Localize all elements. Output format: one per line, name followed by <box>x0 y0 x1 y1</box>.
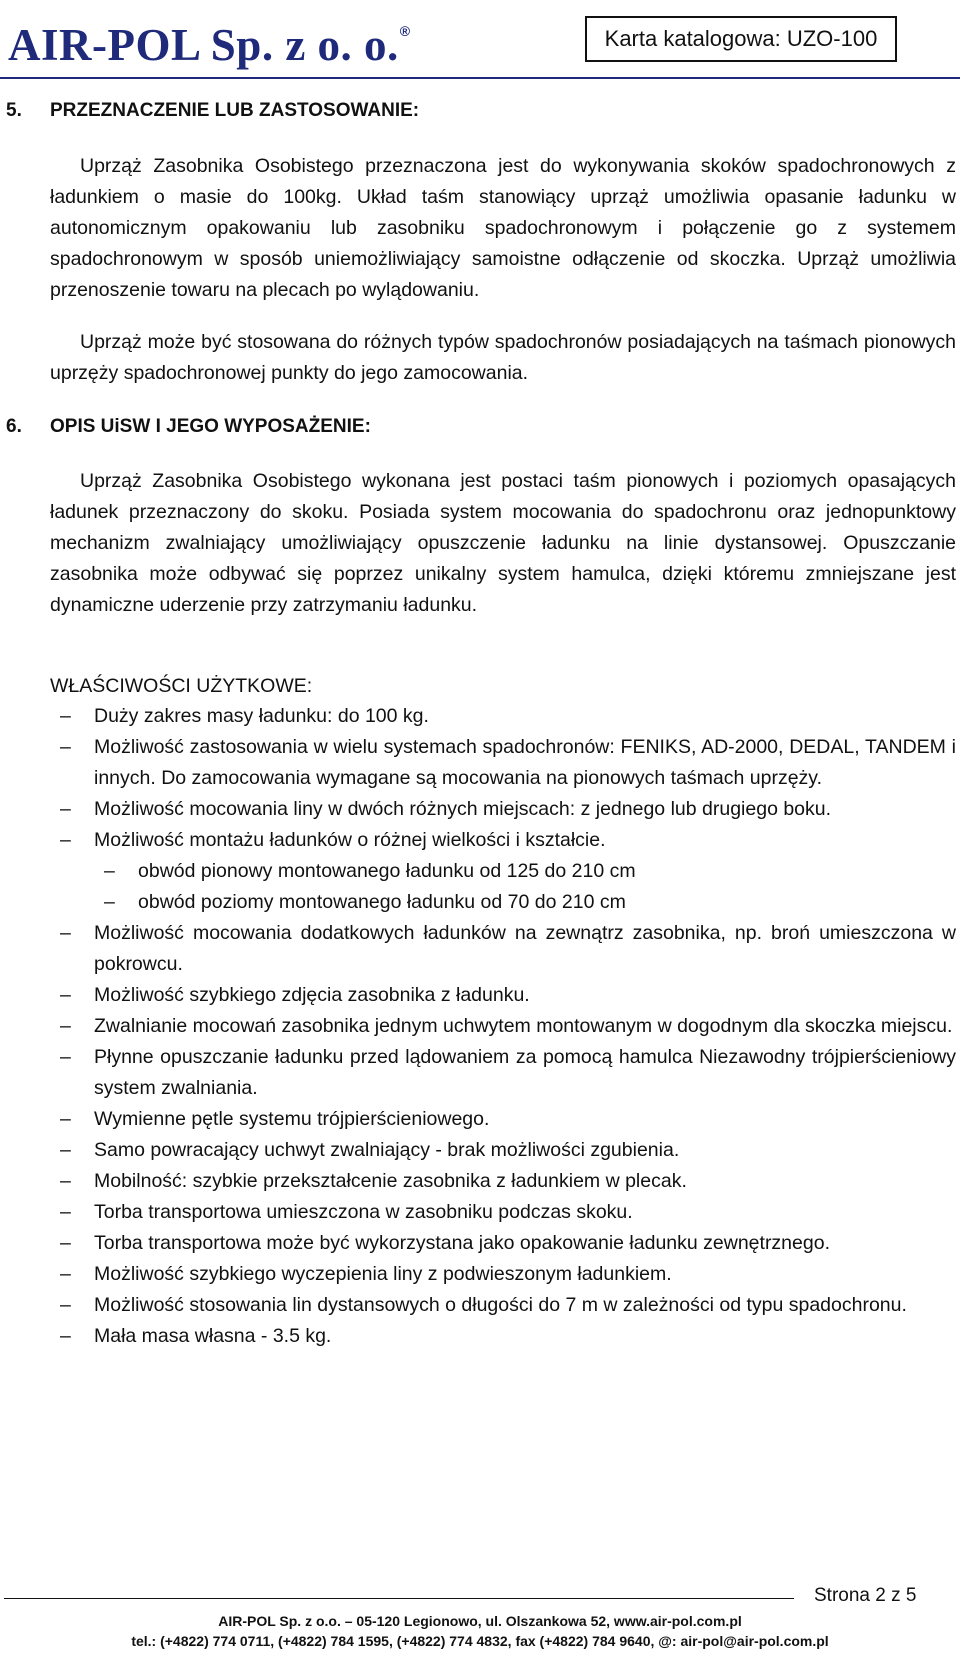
footer-divider <box>4 1598 794 1599</box>
list-item-text: Mała masa własna - 3.5 kg. <box>94 1325 332 1347</box>
section-6-number: 6. <box>6 416 22 437</box>
section-5-paragraph-1-text: Uprząż Zasobnika Osobistego przeznaczona jest do wykonywania skoków spadochronowych z ładunkiem o masie do 100kg. Układ taśm stanowiący uprząż umożliwia opasanie ładunku w autonomicznym opakowaniu lub zasobniku spadochronowym i połączenie go z systemem spadochronowym w sposób uniemożliwiający samoistne odłączenie od skoczka. Uprząż umożliwia przenoszenie towaru na plecach po wylądowaniu. <box>50 155 956 301</box>
footer-contact: tel.: (+4822) 774 0711, (+4822) 784 1595, (+4822) 774 4832, fax (+4822) 784 9640, @: air-pol@air-pol.com.pl <box>131 1633 829 1649</box>
company-logo <box>8 6 411 70</box>
list-item-text: obwód pionowy montowanego ładunku od 125 do 210 cm <box>138 860 636 882</box>
section-5-number: 5. <box>6 100 22 121</box>
dash-bullet-icon: – <box>60 1108 71 1130</box>
list-item <box>0 701 956 732</box>
list-item <box>0 1011 956 1042</box>
header-divider <box>0 77 960 79</box>
section-6-title: OPIS UiSW I JEGO WYPOSAŻENIE: <box>50 416 371 437</box>
page-number: Strona 2 z 5 <box>814 1585 917 1606</box>
list-item <box>0 794 956 825</box>
list-item-text: Duży zakres masy ładunku: do 100 kg. <box>94 705 429 727</box>
dash-bullet-icon: – <box>60 984 71 1006</box>
registered-mark: ® <box>399 23 411 39</box>
dash-bullet-icon: – <box>104 860 115 882</box>
list-item-text: Możliwość zastosowania w wielu systemach spadochronów: FENIKS, AD-2000, DEDAL, TANDEM i innych. Do zamocowania wymagane są mocowania na pionowych taśmach uprzęży. <box>94 736 956 789</box>
list-item-text: Torba transportowa może być wykorzystana jako opakowanie ładunku zewnętrznego. <box>94 1232 830 1254</box>
dash-bullet-icon: – <box>60 1294 71 1316</box>
list-item-text: Możliwość montażu ładunków o różnej wielkości i kształcie. <box>94 829 606 851</box>
list-item-text: Płynne opuszczanie ładunku przed lądowaniem za pomocą hamulca Niezawodny trójpierścieniowy system zwalniania. <box>94 1046 956 1099</box>
dash-bullet-icon: – <box>60 1201 71 1223</box>
section-6-paragraph-1-text: Uprząż Zasobnika Osobistego wykonana jest postaci taśm pionowych i poziomych opasających ładunek przeznaczony do skoku. Posiada system mocowania do spadochronu oraz jednopunktowy mechanizm zwalniający umożliwiający opuszczenie ładunku na linie dystansowej. Opuszczanie zasobnika może odbywać się poprzez unikalny system hamulca, dzięki któremu zmniejszane jest dynamiczne uderzenie przy zatrzymaniu ładunku. <box>50 470 956 616</box>
section-5-title: PRZEZNACZENIE LUB ZASTOSOWANIE: <box>50 100 420 121</box>
list-item-text: Możliwość stosowania lin dystansowych o długości do 7 m w zależności od typu spadochronu. <box>94 1294 907 1316</box>
catalog-card-label: Karta katalogowa: UZO-100 <box>585 16 897 62</box>
list-item <box>0 732 956 794</box>
list-item <box>0 1321 956 1352</box>
list-item <box>0 1259 956 1290</box>
list-item-text: Wymienne pętle systemu trójpierścieniowego. <box>94 1108 490 1130</box>
dash-bullet-icon: – <box>60 1139 71 1161</box>
page-header <box>0 0 960 80</box>
list-item <box>0 1290 956 1321</box>
dash-bullet-icon: – <box>60 1325 71 1347</box>
list-item-text: Możliwość szybkiego zdjęcia zasobnika z ładunku. <box>94 984 530 1006</box>
dash-bullet-icon: – <box>60 798 71 820</box>
list-item-text: Możliwość szybkiego wyczepienia liny z podwieszonym ładunkiem. <box>94 1263 672 1285</box>
dash-bullet-icon: – <box>60 705 71 727</box>
list-item <box>0 1166 956 1197</box>
list-item <box>0 1228 956 1259</box>
dash-bullet-icon: – <box>60 1263 71 1285</box>
list-item <box>0 918 956 980</box>
dash-bullet-icon: – <box>60 1046 71 1068</box>
list-item-text: Samo powracający uchwyt zwalniający - brak możliwości zgubienia. <box>94 1139 680 1161</box>
list-item <box>0 825 956 856</box>
section-6-paragraph-1 <box>50 466 956 621</box>
list-item-text: Mobilność: szybkie przekształcenie zasobnika z ładunkiem w plecak. <box>94 1170 687 1192</box>
dash-bullet-icon: – <box>60 922 71 944</box>
list-item <box>0 1104 956 1135</box>
properties-heading: WŁAŚCIWOŚCI UŻYTKOWE: <box>50 675 313 697</box>
section-5-heading <box>0 100 419 122</box>
dash-bullet-icon: – <box>60 736 71 758</box>
list-item-text: Zwalnianie mocowań zasobnika jednym uchwytem montowanym w dogodnym dla skoczka miejscu. <box>94 1015 953 1037</box>
list-item-text: obwód poziomy montowanego ładunku od 70 do 210 cm <box>138 891 626 913</box>
list-item <box>0 1135 956 1166</box>
section-5-paragraph-2-text: Uprząż może być stosowana do różnych typów spadochronów posiadających na taśmach pionowych uprzęży spadochronowej punkty do jego zamocowania. <box>50 331 956 384</box>
section-5-paragraph-2 <box>50 327 956 389</box>
dash-bullet-icon: – <box>60 1232 71 1254</box>
list-item <box>0 1197 956 1228</box>
logo-text: AIR-POL Sp. z o. o. <box>8 20 399 70</box>
list-item-text: Możliwość mocowania dodatkowych ładunków na zewnątrz zasobnika, np. broń umieszczona w pokrowcu. <box>94 922 956 975</box>
dash-bullet-icon: – <box>60 829 71 851</box>
sub-list-item <box>0 887 956 918</box>
sub-list-item <box>0 856 956 887</box>
section-6-heading <box>0 416 371 438</box>
dash-bullet-icon: – <box>60 1170 71 1192</box>
dash-bullet-icon: – <box>104 891 115 913</box>
list-item <box>0 980 956 1011</box>
section-5-paragraph-1 <box>50 151 956 306</box>
list-item-text: Torba transportowa umieszczona w zasobniku podczas skoku. <box>94 1201 633 1223</box>
footer-address: AIR-POL Sp. z o.o. – 05-120 Legionowo, ul. Olszankowa 52, www.air-pol.com.pl <box>218 1613 742 1629</box>
dash-bullet-icon: – <box>60 1015 71 1037</box>
list-item-text: Możliwość mocowania liny w dwóch różnych miejscach: z jednego lub drugiego boku. <box>94 798 832 820</box>
properties-list <box>0 701 960 1352</box>
list-item <box>0 1042 956 1104</box>
